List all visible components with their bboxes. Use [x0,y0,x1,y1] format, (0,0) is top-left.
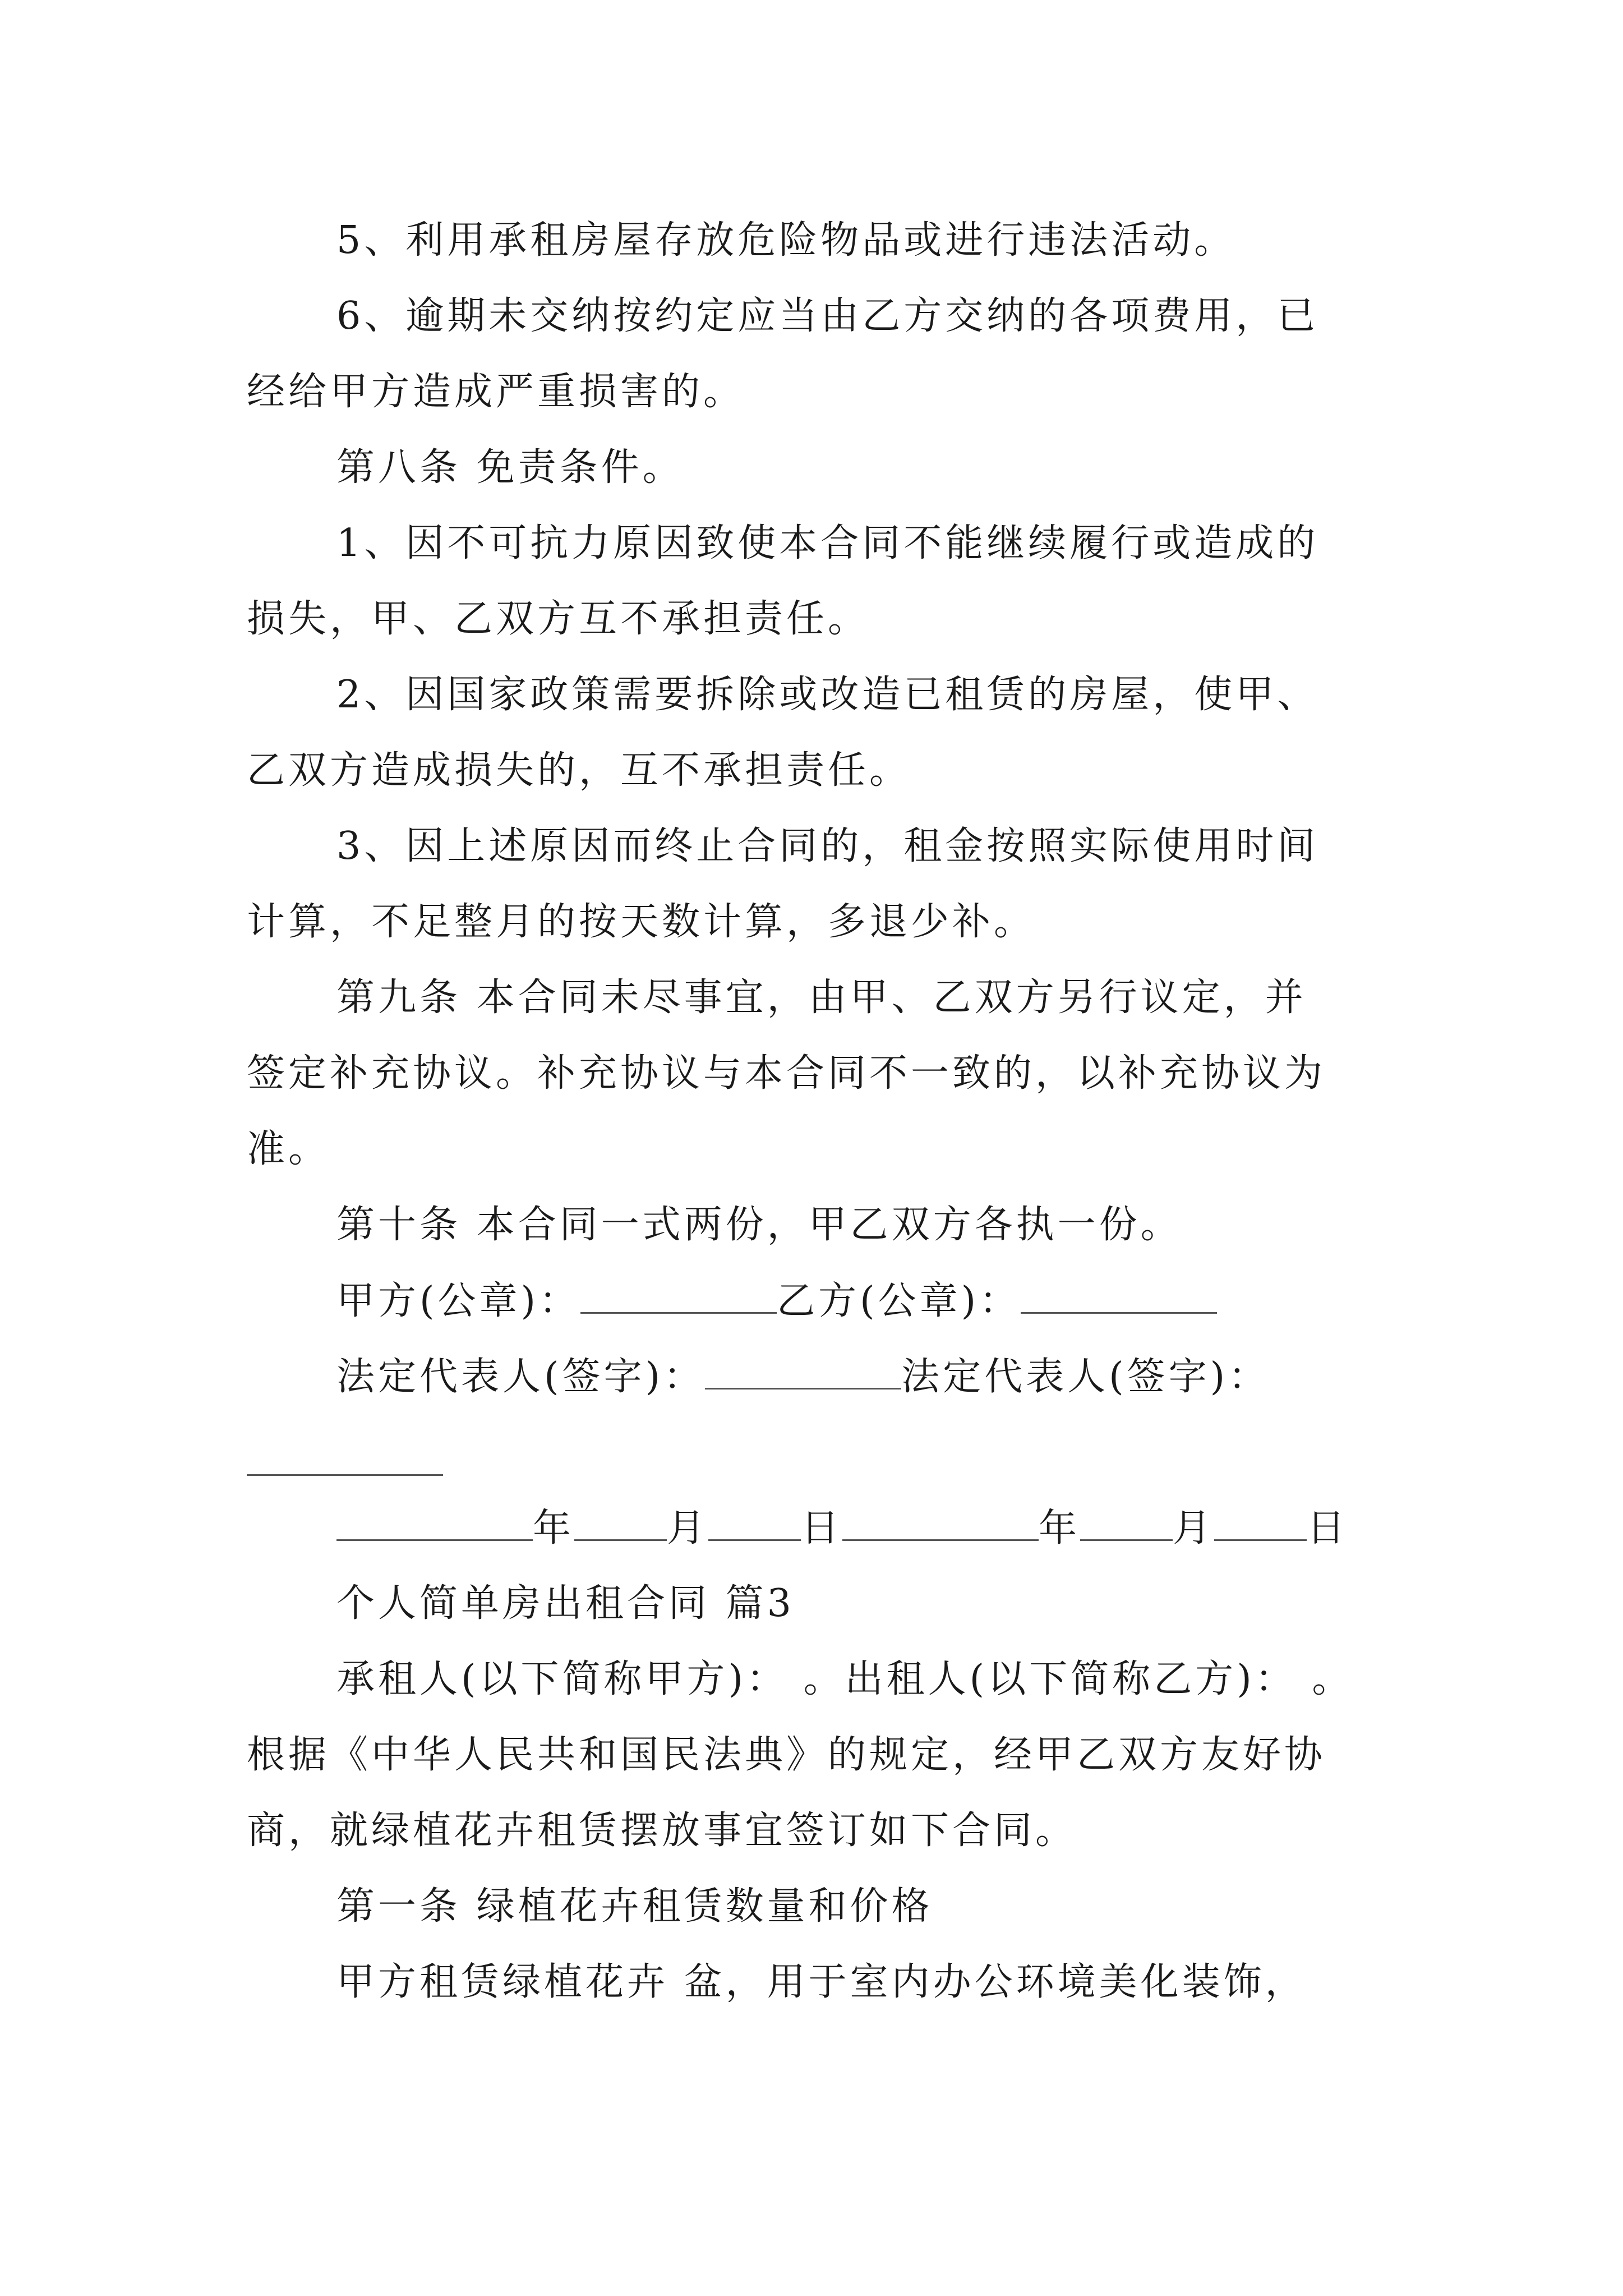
article-8-item-2-line-2: 乙双方造成损失的，互不承担责任。 [247,748,911,793]
day-a-blank[interactable] [708,1509,801,1541]
rep-a-blank[interactable] [705,1358,901,1389]
party-a-seal-label: 甲方(公章)： [336,1279,581,1323]
article-8-item-3-line-2: 计算，不足整月的按天数计算，多退少补。 [247,900,1036,944]
clause-6-line-2: 经给甲方造成严重损害的。 [247,370,745,414]
clause-6-line-1: 6、逾期未交纳按约定应当由乙方交纳的各项费用，已 [336,294,1319,338]
section-3-intro-line-1: 承租人(以下简称甲方)： 。出租人(以下简称乙方)： 。 [336,1657,1354,1701]
month-a-blank[interactable] [574,1509,667,1541]
article-8-item-1-line-2: 损失，甲、乙双方互不承担责任。 [247,597,870,641]
section-3-article-1-title: 第一条 绿植花卉租赁数量和价格 [336,1884,933,1929]
article-8-heading: 第八条 免责条件。 [336,445,684,490]
month-a-label: 月 [667,1506,709,1550]
day-b-blank[interactable] [1214,1509,1307,1541]
section-3-article-1-text: 甲方租赁绿植花卉 盆，用于室内办公环境美化装饰， [336,1960,1307,2004]
article-9-line-2: 签定补充协议。补充协议与本合同不一致的，以补充协议为 [247,1051,1326,1096]
day-a-label: 日 [801,1506,843,1550]
rep-a-label: 法定代表人(签字)： [336,1355,706,1399]
rep-b-label: 法定代表人(签字)： [901,1355,1270,1399]
month-b-label: 月 [1173,1506,1215,1550]
date-line [336,1506,1349,1550]
year-a-label: 年 [533,1506,575,1550]
party-b-seal-label: 乙方(公章)： [777,1279,1021,1323]
article-10: 第十条 本合同一式两份，甲乙双方各执一份。 [336,1203,1182,1247]
party-a-seal-blank[interactable] [580,1282,777,1314]
section-3-title: 个人简单房出租合同 篇3 [336,1581,795,1626]
representative-line [336,1355,1270,1399]
year-b-blank[interactable] [842,1509,1039,1541]
article-9-line-1: 第九条 本合同未尽事宜，由甲、乙双方另行议定，并 [336,976,1307,1020]
article-9-line-3: 准。 [247,1127,330,1171]
day-b-label: 日 [1307,1506,1349,1550]
section-3-intro-line-3: 商，就绿植花卉租赁摆放事宜签订如下合同。 [247,1809,1077,1853]
party-seal-line [336,1279,1217,1323]
year-a-blank[interactable] [336,1509,533,1541]
section-3-intro-line-2: 根据《中华人民共和国民法典》的规定，经甲乙双方友好协 [247,1733,1326,1777]
party-b-seal-blank[interactable] [1021,1282,1217,1314]
article-8-item-1-line-1: 1、因不可抗力原因致使本合同不能继续履行或造成的 [336,521,1319,565]
article-8-item-2-line-1: 2、因国家政策需要拆除或改造已租赁的房屋，使甲、 [336,673,1319,717]
year-b-label: 年 [1039,1506,1081,1550]
month-b-blank[interactable] [1080,1509,1173,1541]
article-8-item-3-line-1: 3、因上述原因而终止合同的，租金按照实际使用时间 [336,824,1319,868]
rep-b-blank[interactable] [247,1474,443,1476]
clause-5: 5、利用承租房屋存放危险物品或进行违法活动。 [336,218,1236,263]
